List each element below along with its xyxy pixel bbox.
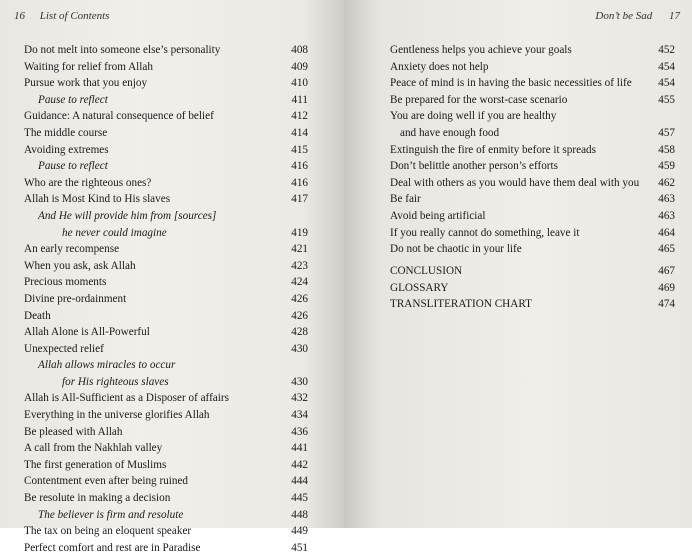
toc-entry-page: 428 (291, 326, 308, 339)
toc-entry (24, 424, 308, 441)
toc-entry-title: You are doing well if you are healthy (390, 110, 557, 123)
toc-entry-page: 408 (291, 44, 308, 56)
toc-entry-title: Waiting for relief from Allah (24, 60, 153, 73)
toc-entry-page: 441 (291, 442, 308, 455)
toc-entry-page: 430 (291, 375, 308, 388)
toc-entry-title: Be fair (390, 193, 421, 206)
toc-entry-page: 414 (291, 126, 308, 139)
toc-entry-title: An early recompense (24, 243, 120, 256)
toc-entry-page: 430 (291, 342, 308, 355)
toc-entry-title: Death (24, 309, 51, 322)
toc-entry (24, 291, 308, 308)
toc-entry (24, 92, 308, 109)
toc-entry-page: 421 (291, 243, 308, 256)
toc-entry-page: 416 (291, 176, 308, 189)
toc-entry (24, 490, 308, 507)
toc-entry-title: A call from the Nakhlah valley (24, 442, 163, 455)
toc-entry (24, 208, 308, 225)
toc-entry (24, 440, 308, 457)
toc-entry (24, 407, 308, 424)
toc-entry-page: 436 (291, 425, 308, 438)
toc-entry (24, 241, 308, 258)
toc-entry (24, 42, 308, 59)
toc-entry (390, 108, 675, 125)
toc-entry (390, 59, 675, 76)
toc-entry-title: Pursue work that you enjoy (24, 77, 148, 90)
toc-entry-title: Deal with others as you would have them deal with you (390, 176, 640, 189)
right-page-number: 17 (669, 10, 680, 22)
toc-entry (24, 75, 308, 92)
toc-entry-page: 409 (291, 60, 308, 73)
toc-entry-page: 415 (291, 143, 308, 156)
toc-entry-page: 445 (291, 492, 308, 505)
toc-entry (390, 296, 675, 313)
toc-entry (390, 175, 675, 192)
toc-entry (24, 457, 308, 474)
toc-entry-title: Allah is Most Kind to His slaves (24, 193, 171, 206)
toc-entry-title: Pause to reflect (38, 93, 108, 106)
toc-entry-page: 469 (658, 281, 675, 294)
left-page-number: 16 (14, 10, 25, 22)
toc-entry (390, 280, 675, 297)
toc-entry (390, 225, 675, 242)
toc-entry-title: If you really cannot do something, leave it (390, 226, 580, 239)
toc-entry-title: Peace of mind is in having the basic necessities of life (390, 77, 632, 90)
right-contents-list (390, 42, 675, 258)
toc-entry-title: Gentleness helps you achieve your goals (390, 44, 572, 56)
right-running-head (595, 10, 680, 22)
toc-entry (24, 357, 308, 374)
toc-entry-page: 410 (291, 77, 308, 90)
toc-entry-page: 426 (291, 292, 308, 305)
toc-entry-page: 454 (658, 77, 675, 90)
toc-entry-title: GLOSSARY (390, 281, 449, 294)
toc-entry-page: 451 (291, 541, 308, 554)
toc-entry-title: When you ask, ask Allah (24, 259, 136, 272)
toc-entry-title: Be resolute in making a decision (24, 492, 171, 505)
toc-entry-page: 467 (658, 265, 675, 277)
toc-entry-title: he never could imagine (62, 226, 167, 239)
toc-entry-title: for His righteous slaves (62, 375, 169, 388)
toc-entry-title: Perfect comfort and rest are in Paradise (24, 541, 201, 554)
toc-entry-title: And He will provide him from [sources] (38, 209, 217, 222)
toc-entry (24, 175, 308, 192)
toc-entry (24, 142, 308, 159)
toc-entry-page: 474 (658, 298, 675, 311)
toc-entry-page: 417 (291, 193, 308, 206)
toc-entry (24, 523, 308, 540)
toc-entry (24, 59, 308, 76)
toc-entry-title: Be prepared for the worst-case scenario (390, 93, 568, 106)
toc-entry-page: 412 (291, 110, 308, 123)
toc-entry-title: Unexpected relief (24, 342, 104, 355)
toc-entry-title: Do not be chaotic in your life (390, 243, 522, 256)
toc-entry-title: Allah is All-Sufficient as a Disposer of affairs (24, 392, 229, 405)
toc-entry (24, 158, 308, 175)
toc-entry-title: TRANSLITERATION CHART (390, 298, 532, 311)
toc-entry (24, 274, 308, 291)
toc-entry-page: 459 (658, 160, 675, 173)
toc-entry-page: 458 (658, 143, 675, 156)
left-header-title: List of Contents (39, 10, 110, 22)
toc-entry-title: Do not melt into someone else’s personality (24, 44, 221, 56)
toc-entry (390, 92, 675, 109)
toc-entry (24, 390, 308, 407)
left-running-head (14, 10, 109, 22)
toc-entry (24, 473, 308, 490)
toc-entry (24, 125, 308, 142)
toc-entry-title: and have enough food (400, 126, 500, 139)
toc-entry (390, 142, 675, 159)
toc-entry-title: Allah Alone is All-Powerful (24, 326, 150, 339)
toc-entry-page: 411 (291, 93, 308, 106)
toc-entry (24, 191, 308, 208)
toc-entry-page: 463 (658, 209, 675, 222)
toc-entry-title: Precious moments (24, 276, 107, 289)
toc-entry-page: 462 (658, 176, 675, 189)
toc-entry-title: The believer is firm and resolute (38, 508, 184, 521)
toc-entry-title: Everything in the universe glorifies Allah (24, 409, 210, 422)
toc-entry-page: 416 (291, 160, 308, 173)
toc-entry (390, 241, 675, 258)
toc-entry-title: Pause to reflect (38, 160, 108, 173)
toc-entry-page: 452 (658, 44, 675, 56)
toc-entry (390, 125, 675, 142)
toc-entry (390, 263, 675, 280)
toc-entry-title: Be pleased with Allah (24, 425, 123, 438)
toc-entry-title: Avoid being artificial (390, 209, 486, 222)
toc-entry-page: 419 (291, 226, 308, 239)
toc-entry (24, 374, 308, 391)
toc-entry (24, 308, 308, 325)
toc-entry (390, 191, 675, 208)
toc-entry-title: The first generation of Muslims (24, 458, 167, 471)
left-page (0, 0, 344, 554)
toc-entry-page: 434 (291, 409, 308, 422)
right-page (344, 0, 692, 528)
toc-entry-title: Divine pre-ordainment (24, 292, 127, 305)
toc-entry (24, 507, 308, 524)
toc-entry (24, 324, 308, 341)
toc-entry-title: Anxiety does not help (390, 60, 489, 73)
toc-entry-title: Guidance: A natural consequence of belief (24, 110, 214, 123)
toc-entry-title: Contentment even after being ruined (24, 475, 189, 488)
toc-entry-page: 449 (291, 525, 308, 538)
toc-entry-page: 432 (291, 392, 308, 405)
toc-entry (24, 258, 308, 275)
toc-entry (390, 42, 675, 59)
toc-entry (24, 108, 308, 125)
toc-entry-page (304, 208, 308, 225)
toc-entry (24, 225, 308, 242)
toc-entry-title: Don’t belittle another person’s efforts (390, 160, 558, 173)
toc-entry (390, 75, 675, 92)
toc-entry-page: 423 (291, 259, 308, 272)
toc-entry (390, 158, 675, 175)
toc-entry-page: 424 (291, 276, 308, 289)
toc-entry-page: 444 (291, 475, 308, 488)
toc-entry-page: 455 (658, 93, 675, 106)
toc-entry-page (671, 108, 675, 125)
toc-entry-page: 457 (658, 126, 675, 139)
toc-entry-page: 442 (291, 458, 308, 471)
toc-entry-title: Who are the righteous ones? (24, 176, 152, 189)
toc-entry-title: Allah allows miracles to occur (38, 359, 176, 372)
toc-entry-page: 464 (658, 226, 675, 239)
toc-entry-page: 454 (658, 60, 675, 73)
toc-entry (24, 540, 308, 556)
toc-entry-page (304, 357, 308, 374)
toc-entry (390, 208, 675, 225)
left-contents-list (24, 42, 308, 556)
toc-entry (24, 341, 308, 358)
toc-entry-title: Extinguish the fire of enmity before it spreads (390, 143, 596, 156)
back-matter-list (390, 263, 675, 313)
toc-entry-page: 465 (658, 243, 675, 256)
toc-entry-page: 426 (291, 309, 308, 322)
toc-entry-title: Avoiding extremes (24, 143, 109, 156)
right-header-title: Don’t be Sad (595, 10, 653, 22)
toc-entry-title: The middle course (24, 126, 108, 139)
toc-entry-page: 463 (658, 193, 675, 206)
toc-entry-title: CONCLUSION (390, 265, 463, 277)
toc-entry-title: The tax on being an eloquent speaker (24, 525, 192, 538)
toc-entry-page: 448 (291, 508, 308, 521)
